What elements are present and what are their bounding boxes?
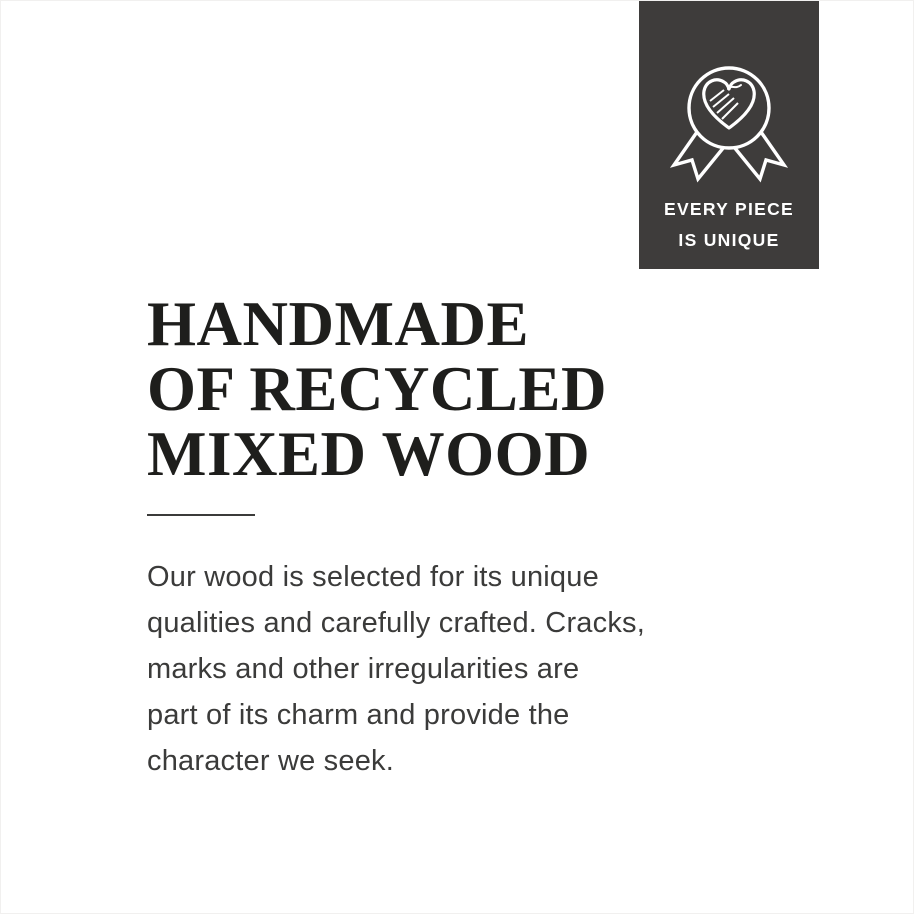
page-title-line3: MIXED WOOD xyxy=(147,419,591,489)
page-title-line1: HANDMADE xyxy=(147,289,529,359)
badge-caption-line1: EVERY PIECE xyxy=(663,199,795,219)
description-line5: character we seek. xyxy=(147,745,394,777)
description-line4: part of its charm and provide the xyxy=(147,699,570,731)
description-line1: Our wood is selected for its unique xyxy=(147,561,599,593)
description-paragraph xyxy=(147,554,645,784)
title-divider xyxy=(147,514,255,516)
description-line3: marks and other irregularities are xyxy=(147,653,580,685)
page-title xyxy=(147,289,607,489)
badge-caption-line2: IS UNIQUE xyxy=(678,230,780,250)
description-line2: qualities and carefully crafted. Cracks, xyxy=(147,607,645,639)
badge-caption xyxy=(639,194,819,256)
unique-piece-badge xyxy=(639,1,819,269)
heart-in-hand-medal-icon xyxy=(664,43,794,183)
page-title-line2: OF RECYCLED xyxy=(147,354,607,424)
